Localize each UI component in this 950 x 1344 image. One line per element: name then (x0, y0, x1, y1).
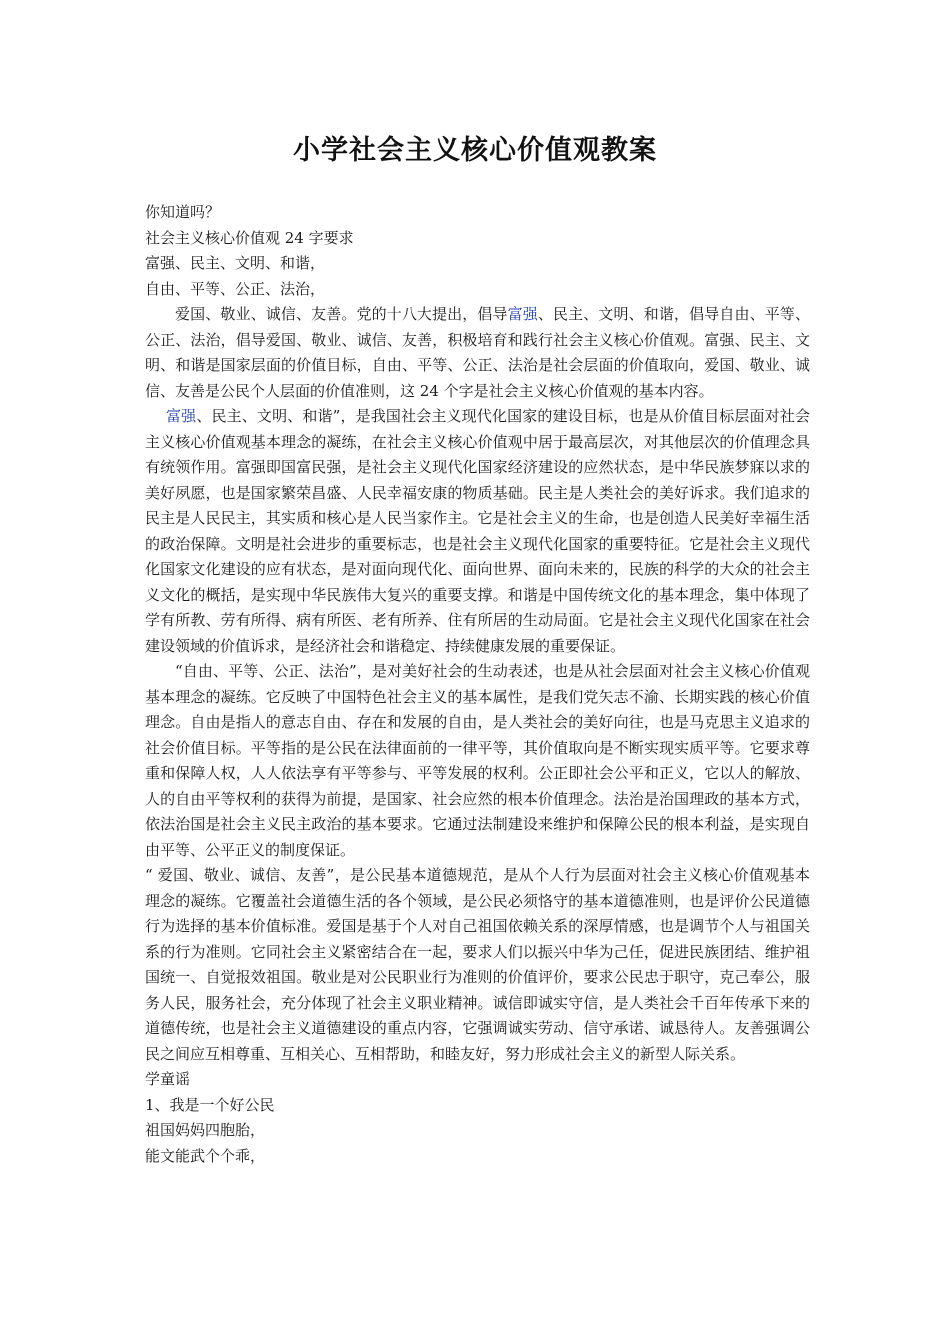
paragraph-text: 、民主、文明、和谐”，是我国社会主义现代化国家的建设目标，也是从价值目标层面对社会主义核心价值观基本理念的凝练，在社会主义核心价值观中居于最高层次，对其他层次的价值理念具有统领作用。富强即国富民强，是社会主义现代化国家经济建设的应然状态，是中华民族梦寐以求的美好夙愿，也是国家繁荣昌盛、人民幸福安康的物质基础。民主是人类社会的美好诉求。我们追求的民主是人民民主，其实质和核心是人民当家作主。它是社会主义的生命，也是创造人民美好幸福生活的政治保障。文明是社会进步的重要标志，也是社会主义现代化国家的重要特征。它是社会主义现代化国家文化建设的应有状态，是对面向现代化、面向世界、面向未来的，民族的科学的大众的社会主义文化的概括，是实现中华民族伟大复兴的重要支撑。和谐是中国传统文化的基本理念，集中体现了学有所教、劳有所得、病有所医、老有所养、住有所居的生动局面。它是社会主义现代化国家在社会建设领域的价值诉求，是经济社会和谐稳定、持续健康发展的重要保证。 (145, 407, 810, 655)
document-body (145, 200, 810, 1169)
paragraph-personal-level: “ 爱国、敬业、诚信、友善”，是公民基本道德规范，是从个人行为层面对社会主义核心价值观基本理念的凝练。它覆盖社会道德生活的各个领域，是公民必须恪守的基本道德准则，也是评价公民道德行为选择的基本价值标准。爱国是基于个人对自己祖国依赖关系的深厚情感，也是调节个人与祖国关系的行为准则。它同社会主义紧密结合在一起，要求人们以振兴中华为己任，促进民族团结、维护祖国统一、自觉报效祖国。敬业是对公民职业行为准则的价值评价，要求公民忠于职守，克己奉公，服务人民，服务社会，充分体现了社会主义职业精神。诚信即诚实守信，是人类社会千百年传承下来的道德传统，也是社会主义道德建设的重点内容，它强调诚实劳动、信守承诺、诚恳待人。友善强调公民之间应互相尊重、互相关心、互相帮助，和睦友好，努力形成社会主义的新型人际关系。 (145, 866, 810, 1063)
paragraph-lead: 爱国、敬业、诚信、友善。党的十八大提出，倡导 (175, 305, 508, 323)
paragraph-text: 、民主、文明、和谐，倡导自由、平等、公正、法治，倡导爱国、敬业、诚信、友善，积极培育和践行社会主义核心价值观。富强、民主、文明、和谐是国家层面的价值目标，自由、平等、公正、法治是社会层面的价值取向，爱国、敬业、诚信、友善是公民个人层面的价值准则，这 24 个字是社会主义核心价值观的基本内容。 (145, 305, 810, 400)
text-line: 你知道吗？ (145, 203, 221, 221)
paragraph-national-level (145, 404, 810, 659)
text-line: 富强、民主、文明、和谐， (145, 254, 326, 272)
text-line: 自由、平等、公正、法治， (145, 279, 326, 298)
paragraph-core-values (145, 302, 810, 404)
text-line: 祖国妈妈四胞胎， (145, 1121, 266, 1139)
text-line: 学童谣 (145, 1070, 191, 1088)
text-line: 1、我是一个好公民 (145, 1095, 275, 1114)
link-fuqiang[interactable]: 富强 (507, 305, 538, 323)
text-line: 能文能武个个乖， (145, 1146, 266, 1165)
document-title: 小学社会主义核心价值观教案 (293, 135, 657, 166)
paragraph-social-level: “自由、平等、公正、法治”，是对美好社会的生动表述，也是从社会层面对社会主义核心价值观基本理念的凝练。它反映了中国特色社会主义的基本属性，是我们党矢志不渝、长期实践的核心价值理念。自由是指人的意志自由、存在和发展的自由，是人类社会的美好向往，也是马克思主义追求的社会价值目标。平等指的是公民在法律面前的一律平等，其价值取向是不断实现实质平等。它要求尊重和保障人权，人人依法享有平等参与、平等发展的权利。公正即社会公平和正义，它以人的解放、人的自由平等权利的获得为前提，是国家、社会应然的根本价值理念。法治是治国理政的基本方式，依法治国是社会主义民主政治的基本要求。它通过法制建设来维护和保障公民的根本利益，是实现自由平等、公平正义的制度保证。 (145, 662, 810, 859)
text-line: 社会主义核心价值观 24 字要求 (145, 228, 354, 247)
link-fuqiang[interactable]: 富强 (166, 407, 197, 425)
